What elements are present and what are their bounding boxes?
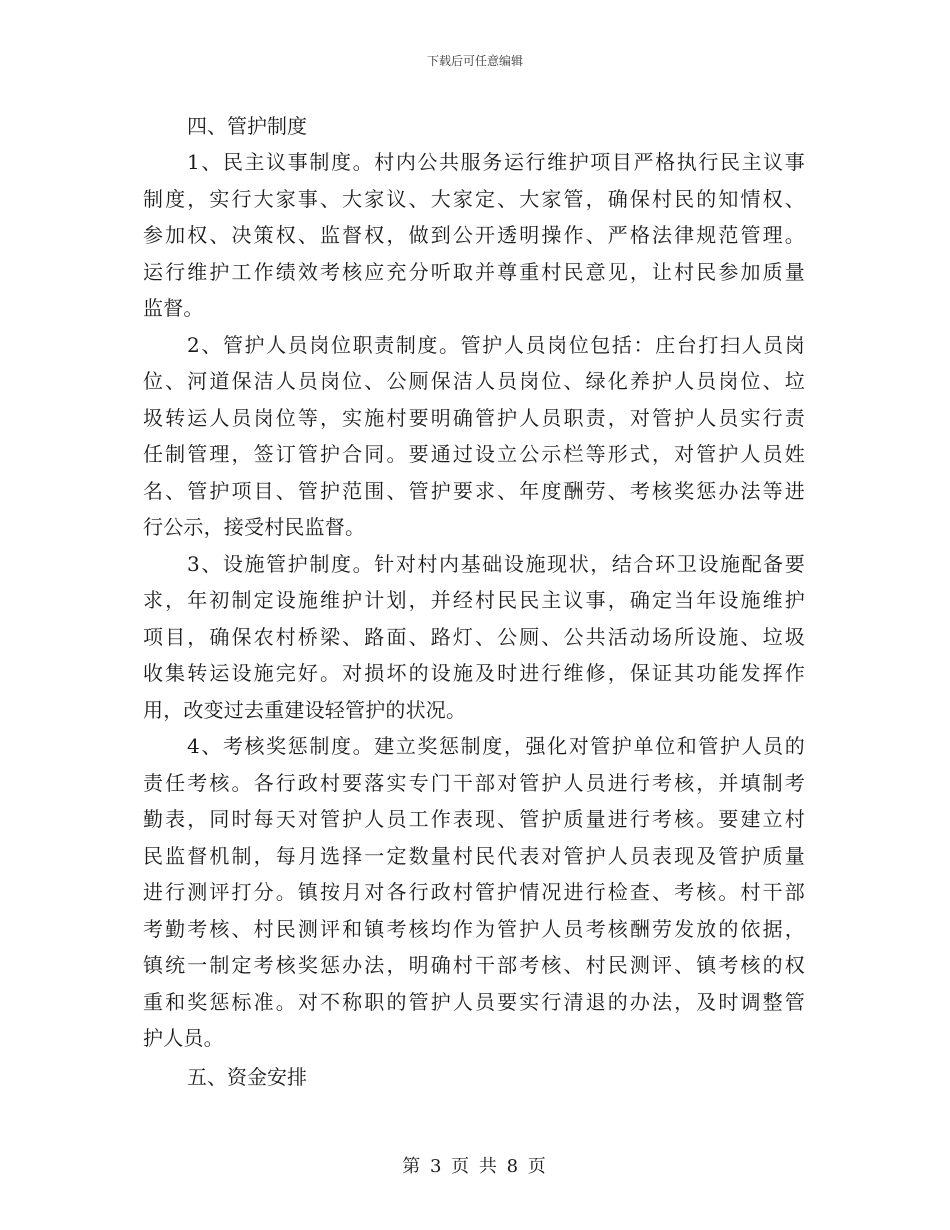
paragraph-line: 圾转运人员岗位等，实施村要明确管护人员职责，对管护人员实行责 [143, 405, 805, 430]
paragraph-2 [143, 327, 805, 546]
paragraph-line: 监督。 [143, 296, 204, 320]
paragraph-line: 3、设施管护制度。针对村内基础设施现状，结合环卫设施配备要 [187, 551, 805, 576]
paragraph-line: 项目，确保农村桥梁、路面、路灯、公厕、公共活动场所设施、垃圾 [143, 624, 805, 649]
paragraph-3 [143, 546, 805, 729]
page-footer: 第 3 页 共 8 页 [402, 1156, 548, 1177]
paragraph-line: 任制管理，签订管护合同。要通过设立公示栏等形式，对管护人员姓 [143, 442, 805, 466]
section-heading-5: 五、资金安排 [187, 1064, 307, 1089]
paragraph-line: 用，改变过去重建设轻管护的状况。 [143, 697, 467, 722]
paragraph-line: 位、河道保洁人员岗位、公厕保洁人员岗位、绿化养护人员岗位、垃 [143, 369, 805, 393]
paragraph-line: 收集转运设施完好。对损坏的设施及时进行维修，保证其功能发挥作 [143, 661, 805, 685]
paragraph-line: 责任考核。各行政村要落实专门干部对管护人员进行考核，并填制考 [143, 770, 805, 795]
paragraph-line: 2、管护人员岗位职责制度。管护人员岗位包括：庄台打扫人员岗 [187, 332, 805, 357]
paragraph-line: 1、民主议事制度。村内公共服务运行维护项目严格执行民主议事 [187, 150, 805, 174]
page-header: 下载后可任意编辑 [426, 54, 523, 68]
paragraph-1 [143, 144, 805, 327]
paragraph-line: 运行维护工作绩效考核应充分听取并尊重村民意见，让村民参加质量 [143, 259, 805, 284]
paragraph-line: 勤表，同时每天对管护人员工作表现、管护质量进行考核。要建立村 [143, 807, 805, 831]
paragraph-line: 求，年初制定设施维护计划，并经村民民主议事，确定当年设施维护 [143, 588, 805, 612]
paragraph-4 [143, 728, 805, 1057]
document-body [143, 108, 805, 1095]
paragraph-line: 名、管护项目、管护范围、管护要求、年度酬劳、考核奖惩办法等进 [143, 478, 805, 503]
paragraph-line: 民监督机制，每月选择一定数量村民代表对管护人员表现及管护质量 [143, 843, 805, 868]
paragraph-line: 参加权、决策权、监督权，做到公开透明操作、严格法律规范管理。 [143, 223, 805, 247]
paragraph-line: 制度，实行大家事、大家议、大家定、大家管，确保村民的知情权、 [143, 186, 805, 211]
paragraph-line: 考勤考核、村民测评和镇考核均作为管护人员考核酬劳发放的依据， [143, 916, 805, 941]
paragraph-line: 行公示，接受村民监督。 [143, 515, 366, 539]
paragraph-line: 进行测评打分。镇按月对各行政村管护情况进行检查、考核。村干部 [143, 880, 805, 904]
paragraph-line: 护人员。 [143, 1026, 224, 1050]
paragraph-line: 重和奖惩标准。对不称职的管护人员要实行清退的办法，及时调整管 [143, 989, 805, 1014]
section-heading-4: 四、管护制度 [187, 114, 307, 138]
paragraph-line: 镇统一制定考核奖惩办法，明确村干部考核、村民测评、镇考核的权 [143, 953, 805, 977]
paragraph-line: 4、考核奖惩制度。建立奖惩制度，强化对管护单位和管护人员的 [187, 734, 805, 758]
